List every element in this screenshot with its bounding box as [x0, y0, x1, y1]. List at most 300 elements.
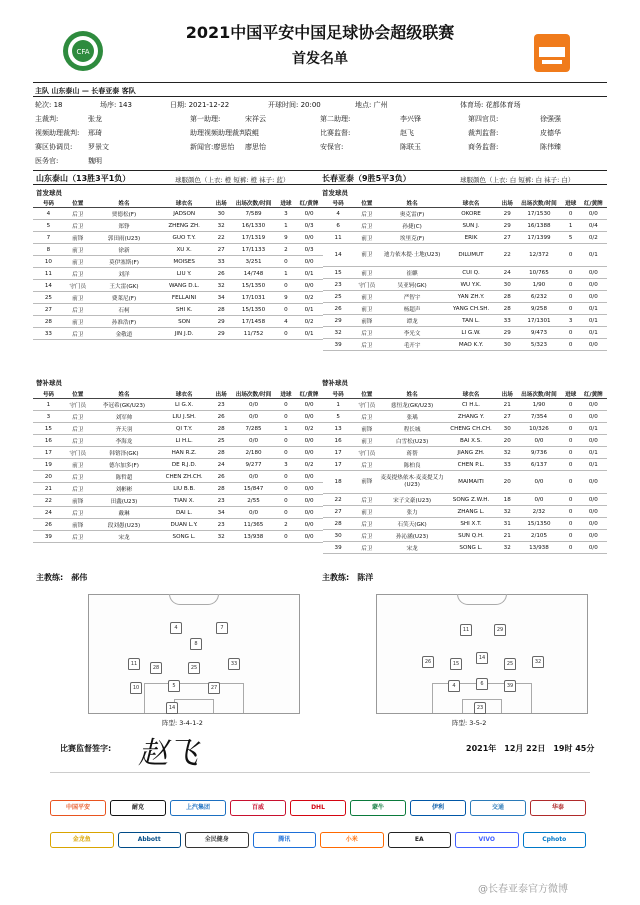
match-info-cell: 助理视频助理裁判: [190, 129, 249, 137]
sponsor-logo: 交通 [470, 800, 526, 816]
table-cell: 2/105 [516, 530, 561, 542]
column-header: 出场 [212, 198, 231, 208]
match-info-cell: 轮次: 18 [35, 101, 63, 109]
ping-an-logo [533, 33, 571, 73]
table-cell: 9/736 [516, 447, 561, 459]
match-info-cell: 张龙 [88, 115, 102, 123]
table-cell: 24 [212, 459, 231, 471]
table-cell: ZHENG ZH. [156, 220, 212, 232]
sponsor-logo: 中国平安 [50, 800, 106, 816]
table-cell: 13 [323, 423, 353, 435]
away-subs-label: 替补球员 [322, 379, 348, 387]
table-cell: TIAN X. [156, 495, 212, 507]
sheet-title: 首发名单 [292, 51, 348, 67]
sign-datetime: 2021年 12月 22日 19时 45分 [466, 744, 595, 753]
table-cell: 莫伊塞斯(F) [92, 256, 157, 268]
table-cell: 15/847 [230, 483, 276, 495]
shirt-icon: 14 [476, 652, 488, 664]
table-row [33, 495, 323, 507]
table-cell: 17 [323, 459, 353, 471]
column-header: 出场次数/时间 [230, 198, 276, 208]
shirt-icon: 29 [494, 624, 506, 636]
column-header: 出场 [212, 389, 231, 399]
column-header: 进球 [562, 389, 580, 399]
table-row [33, 447, 323, 459]
table-cell: 0/0 [580, 279, 607, 291]
table-cell: 宋子文豪(U23) [380, 494, 443, 506]
table-cell: LIU J.SH. [156, 411, 212, 423]
table-cell: BAI X.S. [444, 435, 498, 447]
match-info-cell: 邢琦 [88, 129, 102, 137]
table-cell: XU X. [156, 244, 212, 256]
match-info-cell: 日期: 2021-12-22 [170, 101, 230, 109]
table-cell: 39 [323, 339, 353, 351]
table-cell: 15 [323, 267, 353, 279]
shirt-icon: 28 [150, 662, 162, 674]
table-header [33, 198, 323, 208]
match-info-cell: 商务监督: [468, 143, 499, 151]
table-cell: 0/0 [295, 495, 323, 507]
table-row [323, 399, 607, 411]
table-cell: 7/354 [516, 411, 561, 423]
match-info-cell: 罗景文 [88, 143, 109, 151]
match-info-cell: 场序: 143 [100, 101, 132, 109]
home-starters-table [33, 198, 323, 340]
home-kit-colors: 球服颜色（上衣: 橙 短裤: 橙 袜子: 蓝） [175, 176, 290, 184]
table-cell: 1/90 [516, 279, 561, 291]
table-cell: 后卫 [64, 268, 92, 280]
table-cell: 后卫 [64, 328, 92, 340]
match-info-cell: 安保官: [320, 143, 344, 151]
match-info-cell: 新闻官:廖思怡 [190, 143, 235, 151]
match-info-cell: 徐强强 [540, 115, 561, 123]
table-cell: 26 [212, 471, 231, 483]
shirt-icon: 25 [188, 662, 200, 674]
table-cell: 0 [562, 208, 580, 220]
column-header: 进球 [277, 389, 296, 399]
table-cell: 1/90 [516, 399, 561, 411]
table-cell: 后卫 [64, 531, 92, 543]
table-cell: 0/1 [580, 244, 607, 267]
table-cell: 3 [277, 459, 296, 471]
match-info-cell: 赛区协调员: [35, 143, 73, 151]
table-cell: 前卫 [353, 506, 380, 518]
table-cell: 刘洋 [92, 268, 157, 280]
sponsor-logo: 耐克 [110, 800, 166, 816]
column-header: 球衣名 [156, 389, 212, 399]
table-cell: 10/765 [516, 267, 561, 279]
table-cell: 32 [498, 506, 516, 518]
table-cell: CHENG CH.CH. [444, 423, 498, 435]
table-cell: 后卫 [64, 471, 92, 483]
table-cell: 22 [33, 495, 64, 507]
table-cell: 5 [562, 232, 580, 244]
table-cell: 32 [498, 542, 516, 554]
table-cell: 0/0 [580, 518, 607, 530]
column-header: 出场 [498, 198, 516, 208]
sponsor-logo: 金龙鱼 [50, 832, 114, 848]
table-cell: 0/1 [295, 328, 323, 340]
table-cell: 5/323 [516, 339, 561, 351]
table-cell: 0 [277, 531, 296, 543]
column-header: 红/黄牌 [295, 389, 323, 399]
table-row [323, 530, 607, 542]
table-cell: 李海龙 [92, 435, 157, 447]
table-cell: 0/0 [295, 531, 323, 543]
table-cell: 刘彬彬 [92, 483, 157, 495]
table-cell: 14 [323, 244, 353, 267]
sponsor-logo: VIVO [455, 832, 519, 848]
shirt-icon: 26 [422, 656, 434, 668]
table-cell: 32 [323, 327, 353, 339]
table-cell: 后卫 [353, 411, 380, 423]
table-cell: 0 [562, 291, 580, 303]
table-cell: 0/4 [580, 220, 607, 232]
match-info-cell: 视频助理裁判: [35, 129, 80, 137]
shirt-icon: 32 [532, 656, 544, 668]
table-row [323, 220, 607, 232]
table-cell: 28 [212, 423, 231, 435]
table-cell: 后卫 [353, 530, 380, 542]
table-cell: 33 [498, 315, 516, 327]
table-cell: 9 [277, 292, 296, 304]
table-cell: SONG Z.W.H. [444, 494, 498, 506]
away-kit-colors: 球服颜色（上衣: 白 短裤: 白 袜子: 白） [460, 176, 575, 184]
table-row [33, 292, 323, 304]
column-header: 姓名 [92, 389, 157, 399]
table-cell: 后卫 [64, 435, 92, 447]
table-cell: 17 [323, 447, 353, 459]
table-cell: 20 [498, 471, 516, 494]
table-cell: 韩镕泽(GK) [92, 447, 157, 459]
table-cell: 27 [498, 232, 516, 244]
table-cell: QI T.Y. [156, 423, 212, 435]
shirt-icon: 6 [476, 678, 488, 690]
table-cell: 29 [212, 328, 231, 340]
column-header: 球衣名 [444, 389, 498, 399]
table-cell: 徐新 [92, 244, 157, 256]
table-row [33, 220, 323, 232]
table-cell: 0/0 [516, 494, 561, 506]
table-cell: 前锋 [353, 423, 380, 435]
table-cell: 22 [498, 244, 516, 267]
table-cell: 后卫 [353, 542, 380, 554]
table-cell: 王大雷(GK) [92, 280, 157, 292]
table-cell: 李冠希(GK/U23) [92, 399, 157, 411]
column-header: 球衣名 [444, 198, 498, 208]
table-cell: 9 [277, 232, 296, 244]
table-cell: 前卫 [64, 244, 92, 256]
match-info-cell: 魏明 [88, 157, 102, 165]
table-cell: 前卫 [64, 292, 92, 304]
table-row [33, 268, 323, 280]
table-cell: 陈哲超 [92, 471, 157, 483]
table-cell: 25 [212, 435, 231, 447]
table-cell: 23 [212, 519, 231, 531]
table-cell: 前卫 [353, 303, 380, 315]
table-cell: 5 [33, 220, 64, 232]
column-header: 姓名 [380, 389, 443, 399]
table-cell: 段刘愚(U23) [92, 519, 157, 531]
table-header [323, 389, 607, 399]
table-row [33, 232, 323, 244]
table-cell: 21 [498, 530, 516, 542]
table-row [323, 542, 607, 554]
table-cell: 23 [212, 495, 231, 507]
table-cell: 吴亚轲(GK) [380, 279, 443, 291]
match-info-cell: 第二助理: [320, 115, 351, 123]
column-header: 进球 [277, 198, 296, 208]
table-cell: ZHANG Y. [444, 411, 498, 423]
table-cell: 0/0 [580, 542, 607, 554]
sponsor-logo: Abbott [118, 832, 182, 848]
shirt-icon: 33 [228, 658, 240, 670]
table-cell: 26 [212, 411, 231, 423]
table-cell: 后卫 [64, 208, 92, 220]
sponsor-logo: 小米 [320, 832, 384, 848]
table-row [33, 471, 323, 483]
table-cell: ERIK [444, 232, 498, 244]
sponsor-logo: Cphoto [523, 832, 587, 848]
shirt-icon: 14 [166, 702, 178, 714]
table-cell: 0 [277, 435, 296, 447]
sponsor-logo: 蒙牛 [350, 800, 406, 816]
table-cell: 0/2 [295, 459, 323, 471]
table-cell: MAIMAITI [444, 471, 498, 494]
table-row [323, 267, 607, 279]
table-cell: 21 [498, 399, 516, 411]
table-cell: 28 [212, 447, 231, 459]
match-info-cell: 陈联玉 [400, 143, 421, 151]
table-cell: 后卫 [353, 494, 380, 506]
table-cell: 0 [277, 507, 296, 519]
table-cell: 孙捷(C) [380, 220, 443, 232]
table-cell: 守门员 [353, 279, 380, 291]
table-cell: LI H.L. [156, 435, 212, 447]
table-cell: FELLAINI [156, 292, 212, 304]
table-cell: 李光文 [380, 327, 443, 339]
match-info-cell: 第四官员: [468, 115, 499, 123]
table-cell: 0 [562, 423, 580, 435]
table-cell: 10 [33, 256, 64, 268]
table-cell: 22 [212, 232, 231, 244]
table-cell: 刘军帅 [92, 411, 157, 423]
table-cell: 32 [498, 447, 516, 459]
table-cell: 30 [498, 339, 516, 351]
table-row [323, 423, 607, 435]
table-cell: MAO K.Y. [444, 339, 498, 351]
table-cell: 毛开宇 [380, 339, 443, 351]
column-header: 出场次数/时间 [230, 389, 276, 399]
table-cell: 0 [562, 494, 580, 506]
table-cell: JADSON [156, 208, 212, 220]
table-cell: 0 [562, 303, 580, 315]
table-cell: 32 [212, 531, 231, 543]
table-cell: 0 [562, 399, 580, 411]
table-cell: 20 [33, 471, 64, 483]
table-row [323, 459, 607, 471]
sponsor-logo: DHL [290, 800, 346, 816]
table-cell: 26 [323, 303, 353, 315]
table-cell: 0 [562, 459, 580, 471]
table-cell: HAN R.Z. [156, 447, 212, 459]
table-row [33, 435, 323, 447]
table-row [323, 471, 607, 494]
table-cell: 0/0 [295, 232, 323, 244]
table-cell: 12/372 [516, 244, 561, 267]
table-cell: 1 [33, 399, 64, 411]
table-cell: 27 [323, 506, 353, 518]
column-header: 球衣名 [156, 198, 212, 208]
column-header: 红/黄牌 [580, 389, 607, 399]
table-cell: 0/0 [295, 399, 323, 411]
table-cell: 0/1 [580, 303, 607, 315]
table-row [323, 518, 607, 530]
table-cell: 15 [33, 423, 64, 435]
table-cell: 后卫 [64, 411, 92, 423]
table-cell: 25 [33, 292, 64, 304]
column-header: 位置 [353, 389, 380, 399]
table-cell: 1 [277, 220, 296, 232]
table-cell: 29 [498, 208, 516, 220]
table-cell: 前锋 [64, 232, 92, 244]
table-cell: 0/1 [295, 268, 323, 280]
table-cell: 1 [277, 423, 296, 435]
table-row [323, 244, 607, 267]
away-team-name: 长春亚泰（9胜5平3负） [322, 174, 411, 183]
table-cell: CHEN ZH.CH. [156, 471, 212, 483]
table-cell: 0/1 [580, 327, 607, 339]
table-cell: 30 [498, 423, 516, 435]
table-cell: 0/0 [295, 280, 323, 292]
table-cell: 0/1 [580, 423, 607, 435]
table-cell: WU Y.K. [444, 279, 498, 291]
table-cell: OKORE [444, 208, 498, 220]
table-cell: 4 [33, 208, 64, 220]
table-cell: 0 [562, 279, 580, 291]
sponsor-logo: 伊利 [410, 800, 466, 816]
column-header: 号码 [323, 389, 353, 399]
table-cell: JIANG ZH. [444, 447, 498, 459]
table-cell: 郭田雨(U23) [92, 232, 157, 244]
table-cell: DE R.J.D. [156, 459, 212, 471]
table-cell: 0/0 [295, 483, 323, 495]
shirt-icon: 4 [448, 680, 460, 692]
table-cell: 33 [212, 256, 231, 268]
table-cell: 0/0 [295, 471, 323, 483]
table-row [33, 483, 323, 495]
table-cell: 24 [33, 507, 64, 519]
table-cell: 陈柏良 [380, 459, 443, 471]
table-row [323, 315, 607, 327]
table-cell: 28 [33, 316, 64, 328]
column-header: 出场次数/时间 [516, 198, 561, 208]
table-row [33, 411, 323, 423]
table-cell: 27 [498, 411, 516, 423]
match-info-cell: 地点: 广州 [355, 101, 388, 109]
match-info-cell: 体育场: 花都体育场 [460, 101, 521, 109]
table-cell: 31 [498, 518, 516, 530]
table-cell: 26 [212, 268, 231, 280]
table-row [323, 506, 607, 518]
table-cell: 3 [562, 315, 580, 327]
table-cell: 0/0 [580, 494, 607, 506]
table-cell: 0/2 [295, 316, 323, 328]
table-cell: 前卫 [353, 267, 380, 279]
sponsor-logo: 华泰 [530, 800, 586, 816]
column-header: 红/黄牌 [580, 198, 607, 208]
table-cell: 9/258 [516, 303, 561, 315]
table-cell: 齐天羽 [92, 423, 157, 435]
divider [33, 184, 607, 185]
table-cell: 23 [323, 279, 353, 291]
divider [33, 96, 607, 97]
table-row [33, 244, 323, 256]
match-info-cell: 廖思怡 [245, 143, 266, 151]
table-row [323, 279, 607, 291]
column-header: 位置 [64, 389, 92, 399]
table-row [33, 531, 323, 543]
table-cell: 27 [212, 244, 231, 256]
table-cell: 后卫 [353, 459, 380, 471]
table-cell: 埃里克(F) [380, 232, 443, 244]
table-cell: 前卫 [64, 256, 92, 268]
table-cell: 0/0 [580, 399, 607, 411]
home-coach: 主教练: 郝伟 [36, 573, 88, 582]
table-cell: 0 [562, 327, 580, 339]
table-cell: 26 [33, 519, 64, 531]
table-row [33, 304, 323, 316]
column-header: 红/黄牌 [295, 198, 323, 208]
table-cell: 0/0 [580, 506, 607, 518]
weibo-watermark: @长春亚泰官方微博 [478, 884, 568, 895]
table-cell: 0 [562, 518, 580, 530]
home-formation: 阵型: 3-4-1-2 [162, 719, 203, 727]
away-subs-table [323, 389, 607, 554]
table-cell: 金敬道 [92, 328, 157, 340]
table-cell: 28 [323, 518, 353, 530]
table-cell: 34 [212, 507, 231, 519]
table-cell: 后卫 [64, 423, 92, 435]
table-cell: 0/3 [295, 220, 323, 232]
table-cell: 0 [277, 399, 296, 411]
table-cell: JIN J.D. [156, 328, 212, 340]
table-row [323, 232, 607, 244]
table-row [33, 328, 323, 340]
match-info-cell: 医务官: [35, 157, 59, 165]
home-away-line: 主队 山东泰山 — 长春亚泰 客队 [35, 87, 136, 95]
table-row [323, 303, 607, 315]
table-cell: 费莱尼(F) [92, 292, 157, 304]
table-cell: 14/748 [230, 268, 276, 280]
table-cell: 2/55 [230, 495, 276, 507]
table-cell: 0 [562, 435, 580, 447]
table-cell: 4 [277, 316, 296, 328]
table-cell: 1 [323, 399, 353, 411]
table-cell: 0 [562, 530, 580, 542]
table-cell: 6 [323, 220, 353, 232]
table-cell: 0/2 [295, 423, 323, 435]
shirt-icon: 23 [474, 702, 486, 714]
table-cell: 2/32 [516, 506, 561, 518]
divider [50, 772, 590, 773]
match-info-cell: 皮德华 [540, 129, 561, 137]
table-cell: LIU B.B. [156, 483, 212, 495]
shirt-icon: 39 [504, 680, 516, 692]
match-info-cell: 开球时间: 20:00 [268, 101, 321, 109]
supervisor-signature: 赵飞 [138, 736, 198, 771]
table-cell: 19 [33, 459, 64, 471]
